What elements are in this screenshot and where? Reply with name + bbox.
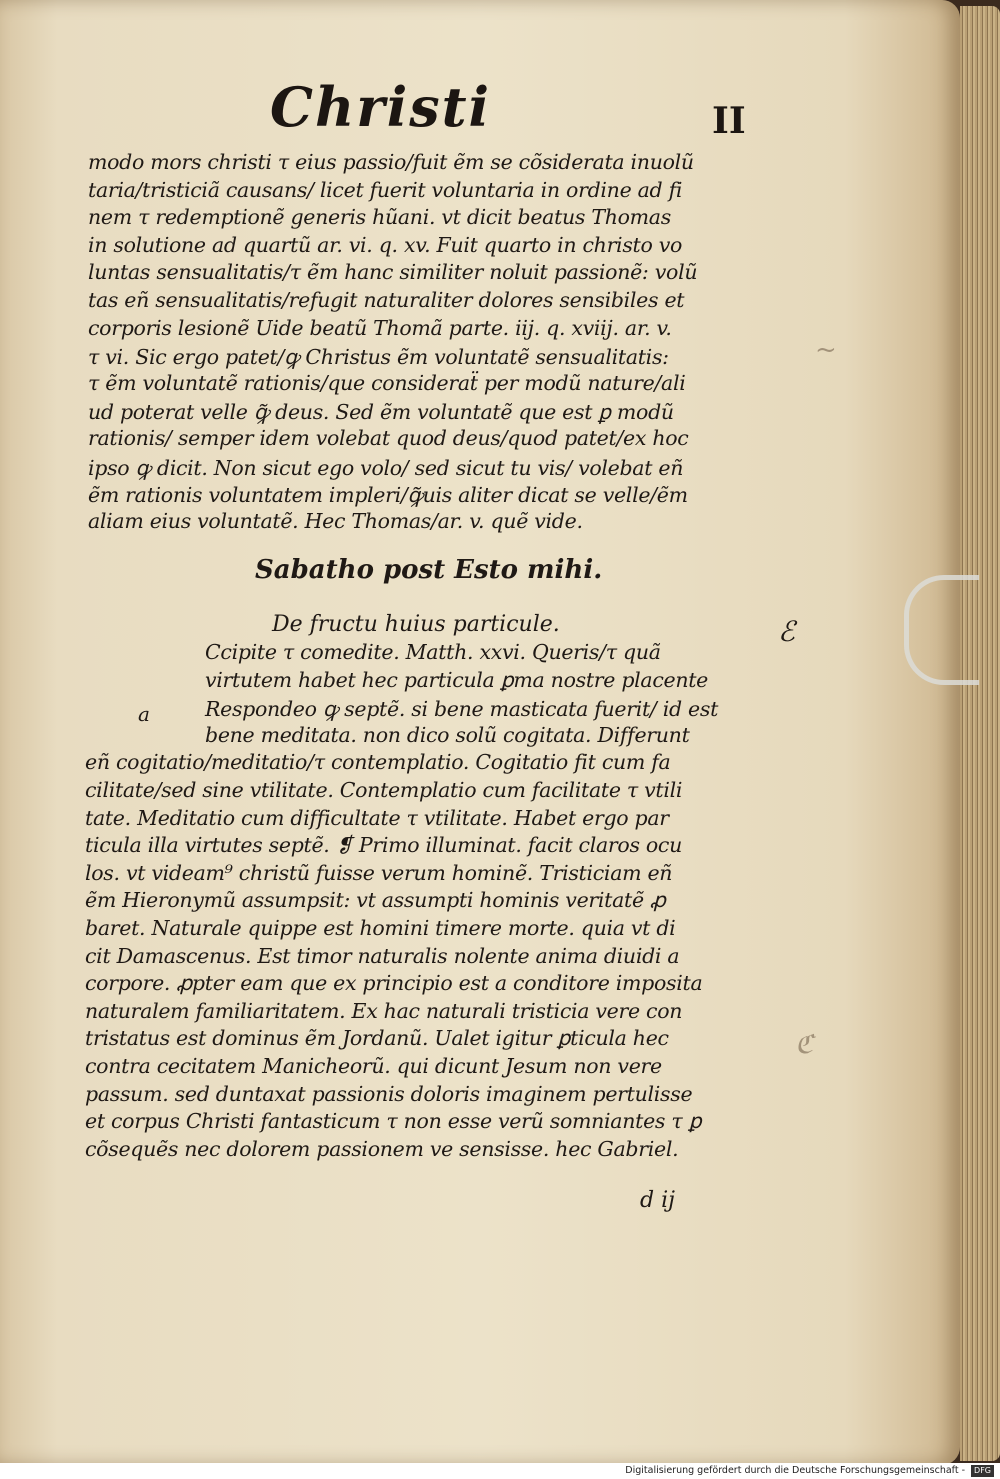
footer-credit: Digitalisierung gefördert durch die Deutsche Forschungsgemeinschaft - [625,1465,966,1476]
text-line: tas eñ sensualitatis/refugit naturaliter dolores sensibiles et [88,288,685,312]
text-line: nem τ redemptionẽ generis hũani. vt dicit beatus Thomas [88,205,671,230]
margin-stain-mark: ℭ [795,1030,814,1060]
text-line: rationis/ semper idem volebat quod deus/quod patet/ex hoc [88,426,689,450]
text-line: tate. Meditatio cum difficultate τ vtilitate. Habet ergo par [85,805,669,830]
page-edge [960,6,1000,1461]
signature-mark: d ij [640,1188,675,1213]
folio-number: II [712,100,746,142]
running-head: Christi [270,75,492,139]
text-line: ticula illa virtutes septẽ. ❡ Primo illuminat. facit claros ocu [85,833,683,858]
text-line: ẽm Hieronymũ assumpsit: vt assumpti hominis veritatẽ ꝓ [85,888,666,913]
text-line: aliam eius voluntatẽ. Hec Thomas/ar. v. quẽ vide. [88,508,583,533]
text-line: ẽm rationis voluntatem impleri/ꝙ̃uis aliter dicat se velle/ẽm [88,483,688,508]
text-line: bene meditata. non dico solũ cogitata. Differunt [205,722,690,747]
footer-bar [0,1463,1000,1479]
text-line: Respondeo ꝙ septẽ. si bene masticata fuerit/ id est [205,697,719,722]
text-line: taria/tristiciã causans/ licet fuerit voluntaria in ordine ad fi [88,177,683,202]
dfg-logo: DFG [971,1465,994,1477]
book-clip [904,575,979,685]
text-line: et corpus Christi fantasticum τ non esse verũ somniantes τ ꝑ [85,1109,702,1134]
text-line: luntas sensualitatis/τ ẽm hanc similiter noluit passionẽ: volũ [88,260,698,285]
text-line: eñ cogitatio/meditatio/τ contemplatio. Cogitatio fit cum fa [85,750,671,775]
text-line: τ ẽm voluntatẽ rationis/que consideraẗ per modũ nature/ali [88,370,686,395]
text-line: in solutione ad quartũ ar. vi. q. xv. Fuit quarto in christo vo [88,232,683,257]
text-line: contra cecitatem Manicheorũ. qui dicunt Jesum non vere [85,1054,662,1078]
text-line: tristatus est dominus ẽm Jordanũ. Ualet igitur ꝑticula hec [85,1026,669,1051]
text-line: Ccipite τ comedite. Matth. xxvi. Queris/τ quã [205,640,661,664]
text-line: corporis lesionẽ Uide beatũ Thomã parte. iij. q. xviij. ar. v. [88,315,672,340]
text-line: los. vt videam⁹ christũ fuisse verum hominẽ. Tristiciam eñ [85,860,673,885]
text-line: passum. sed duntaxat passionis doloris imaginem pertulisse [85,1081,693,1106]
margin-stain-mark: ~ [815,335,837,365]
text-line: ipso ꝙ dicit. Non sicut ego volo/ sed sicut tu vis/ volebat eñ [88,455,684,480]
margin-note-mark: ℰ [778,615,795,648]
text-line: cit Damascenus. Est timor naturalis nolente anima diuidi a [85,943,680,968]
text-line: cilitate/sed sine vtilitate. Contemplatio cum facilitate τ vtili [85,778,683,802]
text-line: ud poterat velle ꝙ̃ deus. Sed ẽm voluntatẽ que est ꝑ modũ [88,400,674,425]
text-line: τ vi. Sic ergo patet/ꝙ Christus ẽm voluntatẽ sensualitatis: [88,345,669,370]
text-line: modo mors christi τ eius passio/fuit ẽm se cõsiderata inuolũ [88,150,694,174]
text-line: naturalem familiaritatem. Ex hac naturali tristicia vere con [85,998,683,1023]
margin-letter: a [138,702,150,726]
text-line: baret. Naturale quippe est homini timere morte. quia vt di [85,916,676,940]
text-line: cõsequẽs nec dolorem passionem ve sensisse. hec Gabriel. [85,1136,679,1161]
text-line: corpore. ꝓpter eam que ex principio est a conditore imposita [85,971,703,996]
text-line: virtutem habet hec particula ꝑma nostre placente [205,667,709,692]
section-heading: Sabatho post Esto mihi. [255,555,603,585]
section-subheading: De fructu huius particule. [272,612,560,637]
